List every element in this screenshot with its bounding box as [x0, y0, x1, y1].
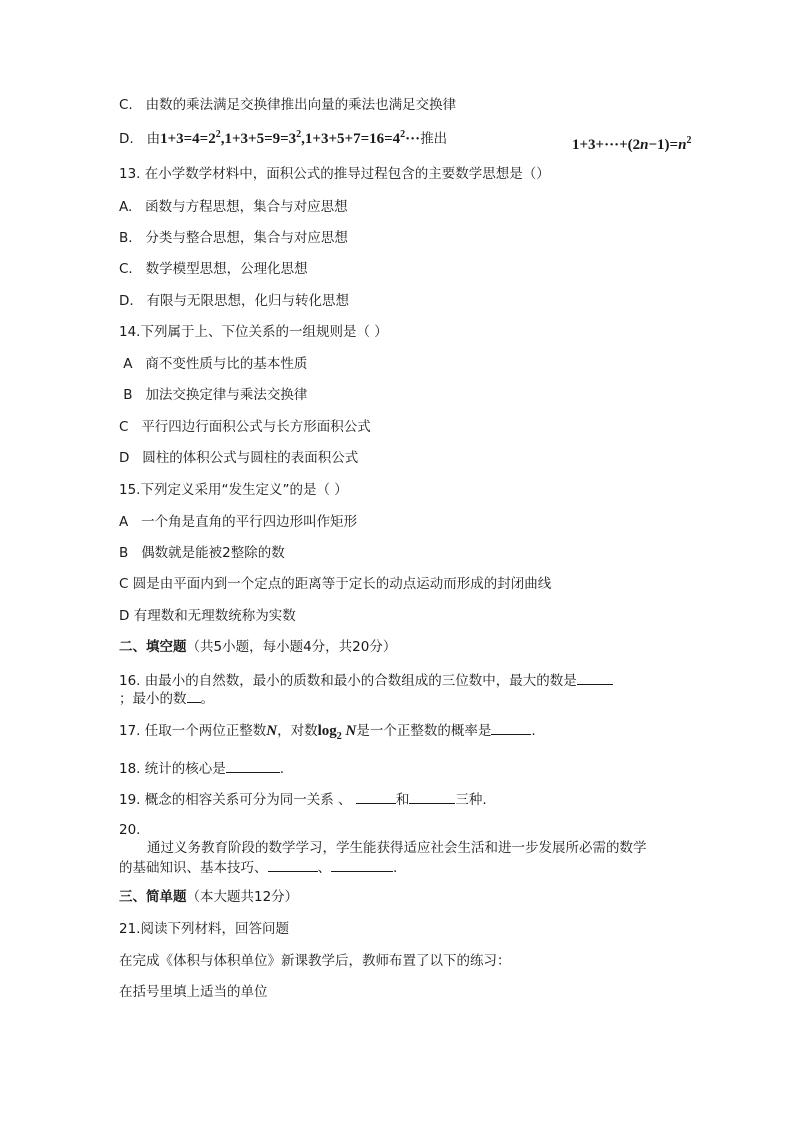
q13-option-b: B. 分类与整合思想，集合与对应思想 [119, 230, 348, 246]
q20-line2: 的基础知识、基本技巧、 、 . [119, 857, 397, 877]
q15-option-d: D 有理数和无理数统称为实数 [119, 608, 296, 624]
log-expression: $\log_2 N$ [317, 723, 357, 742]
q14-option-c: C 平行四边行面积公式与长方形面积公式 [119, 419, 371, 435]
q21-paragraph-1: 在完成《体积与体积单位》新课教学后，教师布置了以下的练习： [119, 953, 511, 969]
answer-blank[interactable] [409, 789, 455, 804]
q18: 18. 统计的核心是 . [119, 758, 284, 778]
section-3-heading: 三、简单题（本大题共12分） [119, 889, 299, 905]
q13-option-a: A. 函数与方程思想，集合与对应思想 [119, 199, 348, 215]
q15-option-a: A 一个角是直角的平行四边形叫作矩形 [119, 514, 358, 530]
q13-option-d: D. 有限与无限思想，化归与转化思想 [119, 293, 350, 309]
q15-option-b: B 偶数就是能被2整除的数 [119, 545, 285, 561]
section-2-heading: 二、填空题（共5小题，每小题4分，共20分） [119, 639, 397, 655]
q14-option-b: B 加法交换定律与乘法交换律 [123, 387, 308, 403]
q14-option-d: D 圆柱的体积公式与圆柱的表面积公式 [119, 450, 359, 466]
q14-stem: 14.下列属于上、下位关系的一组规则是（ ） [119, 324, 388, 340]
q15-stem: 15.下列定义采用“发生定义”的是（ ） [119, 482, 348, 498]
q19: 19. 概念的相容关系可分为同一关系 、 和 三种. [119, 789, 487, 809]
q21-stem: 21.阅读下列材料，回答问题 [119, 921, 289, 937]
answer-blank[interactable] [187, 688, 201, 703]
q20-number: 20. [119, 822, 141, 838]
answer-blank[interactable] [356, 789, 396, 804]
q15-option-c: C 圆是由平面内到一个定点的距离等于定长的动点运动而形成的封闭曲线 [119, 576, 552, 592]
q13-option-c: C. 数学模型思想，公理化思想 [119, 261, 308, 277]
q17: 17. 任取一个两位正整数N，对数$\log_2 N$是一个正整数的概率是 . [119, 720, 536, 740]
answer-blank[interactable] [331, 857, 393, 872]
answer-blank[interactable] [268, 857, 318, 872]
q14-option-a: A 商不变性质与比的基本性质 [123, 356, 308, 372]
answer-blank[interactable] [226, 758, 280, 773]
q12-option-c: C. 由数的乘法满足交换律推出向量的乘法也满足交换律 [119, 97, 457, 113]
q16-line2: ；最小的数 。 [119, 688, 214, 708]
answer-blank[interactable] [491, 720, 531, 735]
q13-stem: 13. 在小学数学材料中，面积公式的推导过程包含的主要数学思想是（） [119, 166, 550, 182]
answer-blank[interactable] [577, 670, 613, 685]
q16-line1: 16. 由最小的自然数，最小的质数和最小的合数组成的三位数中，最大的数是 [119, 670, 613, 690]
q12-option-d: D. 由$1+3=4=2^2,1+3+5=9=3^2,1+3+5+7=16=4^2\cdot\cdot\cdot$推出 [119, 129, 448, 147]
math-expression: $1+3=4=2^2,1+3+5=9=3^2,1+3+5+7=16=4^2\cdot\cdot\cdot$ [160, 129, 421, 147]
q21-paragraph-2: 在括号里填上适当的单位 [119, 984, 268, 1000]
q20-line1: 通过义务教育阶段的数学学习，学生能获得适应社会生活和进一步发展所必需的数学 [147, 840, 647, 856]
q12-formula: $1+3+\cdot\cdot\cdot+(2n-1)=n^2$ [572, 135, 692, 153]
